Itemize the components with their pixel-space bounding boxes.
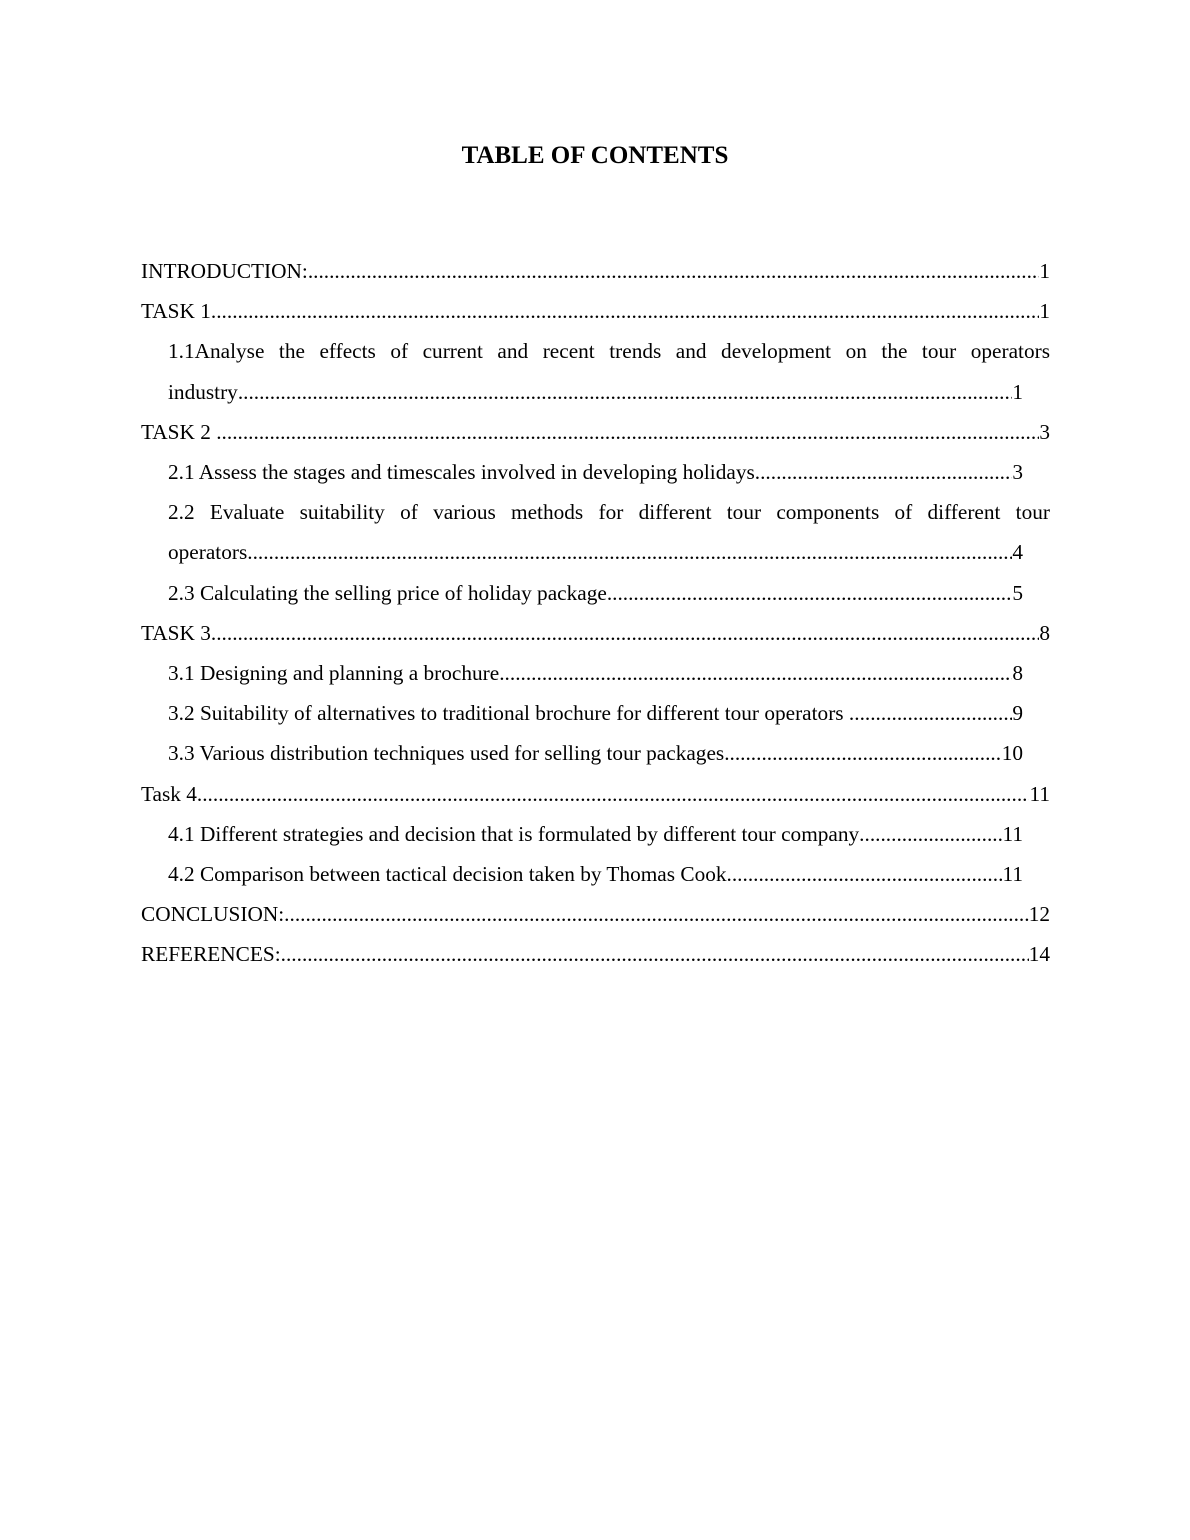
toc-entry-label: 3.2 Suitability of alternatives to traditional brochure for different tour operators — [168, 701, 849, 726]
toc-entry-label-line1: 2.2 Evaluate suitability of various methods for different tour components of different tour — [168, 500, 1050, 525]
toc-page-number: 8 — [1012, 661, 1023, 686]
toc-page-number: 3 — [1039, 419, 1050, 444]
toc-entry-1-1[interactable] — [168, 331, 1050, 411]
toc-entry-2-3[interactable] — [168, 573, 1023, 613]
toc-entry-3-1[interactable] — [168, 653, 1023, 693]
toc-entry-introduction[interactable] — [141, 251, 1050, 291]
table-of-contents — [141, 251, 1050, 975]
toc-entry-label: 4.2 Comparison between tactical decision taken by Thomas Cook — [168, 862, 727, 887]
toc-page-number: 11 — [1002, 821, 1023, 846]
dot-leader — [216, 412, 1039, 452]
toc-page-number: 1 — [1012, 379, 1023, 404]
dot-leader — [308, 251, 1040, 291]
dot-leader — [281, 934, 1029, 974]
toc-entry-label: TASK 1 — [141, 299, 211, 324]
toc-entry-task-2[interactable] — [141, 412, 1050, 452]
toc-entry-label: 3.3 Various distribution techniques used for selling tour packages — [168, 741, 725, 766]
toc-entry-label: 4.1 Different strategies and decision that is formulated by different tour company — [168, 821, 860, 846]
dot-leader — [284, 894, 1029, 934]
toc-entry-label: Task 4 — [141, 781, 197, 806]
toc-entry-2-1[interactable] — [168, 452, 1023, 492]
toc-entry-label: CONCLUSION: — [141, 902, 285, 927]
page-title: TABLE OF CONTENTS — [461, 142, 729, 169]
toc-page-number: 14 — [1028, 942, 1050, 967]
toc-entry-task-3[interactable] — [141, 613, 1050, 653]
toc-page-number: 9 — [1012, 701, 1023, 726]
toc-page-number: 11 — [1002, 862, 1023, 887]
toc-entry-label: 2.1 Assess the stages and timescales involved in developing holidays — [168, 460, 755, 485]
toc-entry-3-3[interactable] — [168, 733, 1023, 773]
dot-leader — [607, 573, 1013, 613]
toc-entry-3-2[interactable] — [168, 693, 1023, 733]
toc-page-number: 10 — [1001, 741, 1023, 766]
toc-entry-references[interactable] — [141, 934, 1050, 974]
toc-entry-2-2[interactable] — [168, 492, 1050, 572]
dot-leader — [211, 291, 1039, 331]
dot-leader — [724, 733, 1002, 773]
toc-entry-label: 2.3 Calculating the selling price of holiday package — [168, 580, 607, 605]
toc-entry-label: INTRODUCTION: — [141, 259, 308, 283]
toc-page-number: 11 — [1029, 781, 1050, 806]
toc-entry-label: TASK 2 — [141, 419, 217, 444]
dot-leader — [238, 372, 1013, 412]
toc-entry-label: REFERENCES: — [141, 942, 281, 967]
dot-leader — [859, 814, 1002, 854]
toc-page-number: 1 — [1039, 259, 1050, 283]
dot-leader — [755, 452, 1013, 492]
dot-leader — [247, 532, 1012, 572]
toc-entry-task-4[interactable] — [141, 774, 1050, 814]
toc-entry-label-line2: industry — [168, 379, 238, 404]
dot-leader — [197, 774, 1030, 814]
toc-page-number: 3 — [1012, 460, 1023, 485]
dot-leader — [211, 613, 1039, 653]
toc-entry-label: 3.1 Designing and planning a brochure — [168, 661, 500, 686]
toc-entry-task-1[interactable] — [141, 291, 1050, 331]
toc-entry-label: TASK 3 — [141, 620, 211, 645]
toc-page-number: 12 — [1028, 902, 1050, 927]
toc-page-number: 1 — [1039, 299, 1050, 324]
toc-entry-4-2[interactable] — [168, 854, 1023, 894]
dot-leader — [727, 854, 1003, 894]
toc-page-number: 4 — [1012, 540, 1023, 565]
dot-leader — [499, 653, 1012, 693]
dot-leader — [849, 693, 1012, 733]
toc-page-number: 5 — [1012, 580, 1023, 605]
toc-page-number: 8 — [1039, 620, 1050, 645]
toc-entry-label-line2: operators — [168, 540, 248, 565]
toc-entry-conclusion[interactable] — [141, 894, 1050, 934]
toc-entry-label-line1: 1.1Analyse the effects of current and recent trends and development on the tour operators — [168, 339, 1050, 364]
toc-entry-4-1[interactable] — [168, 814, 1023, 854]
